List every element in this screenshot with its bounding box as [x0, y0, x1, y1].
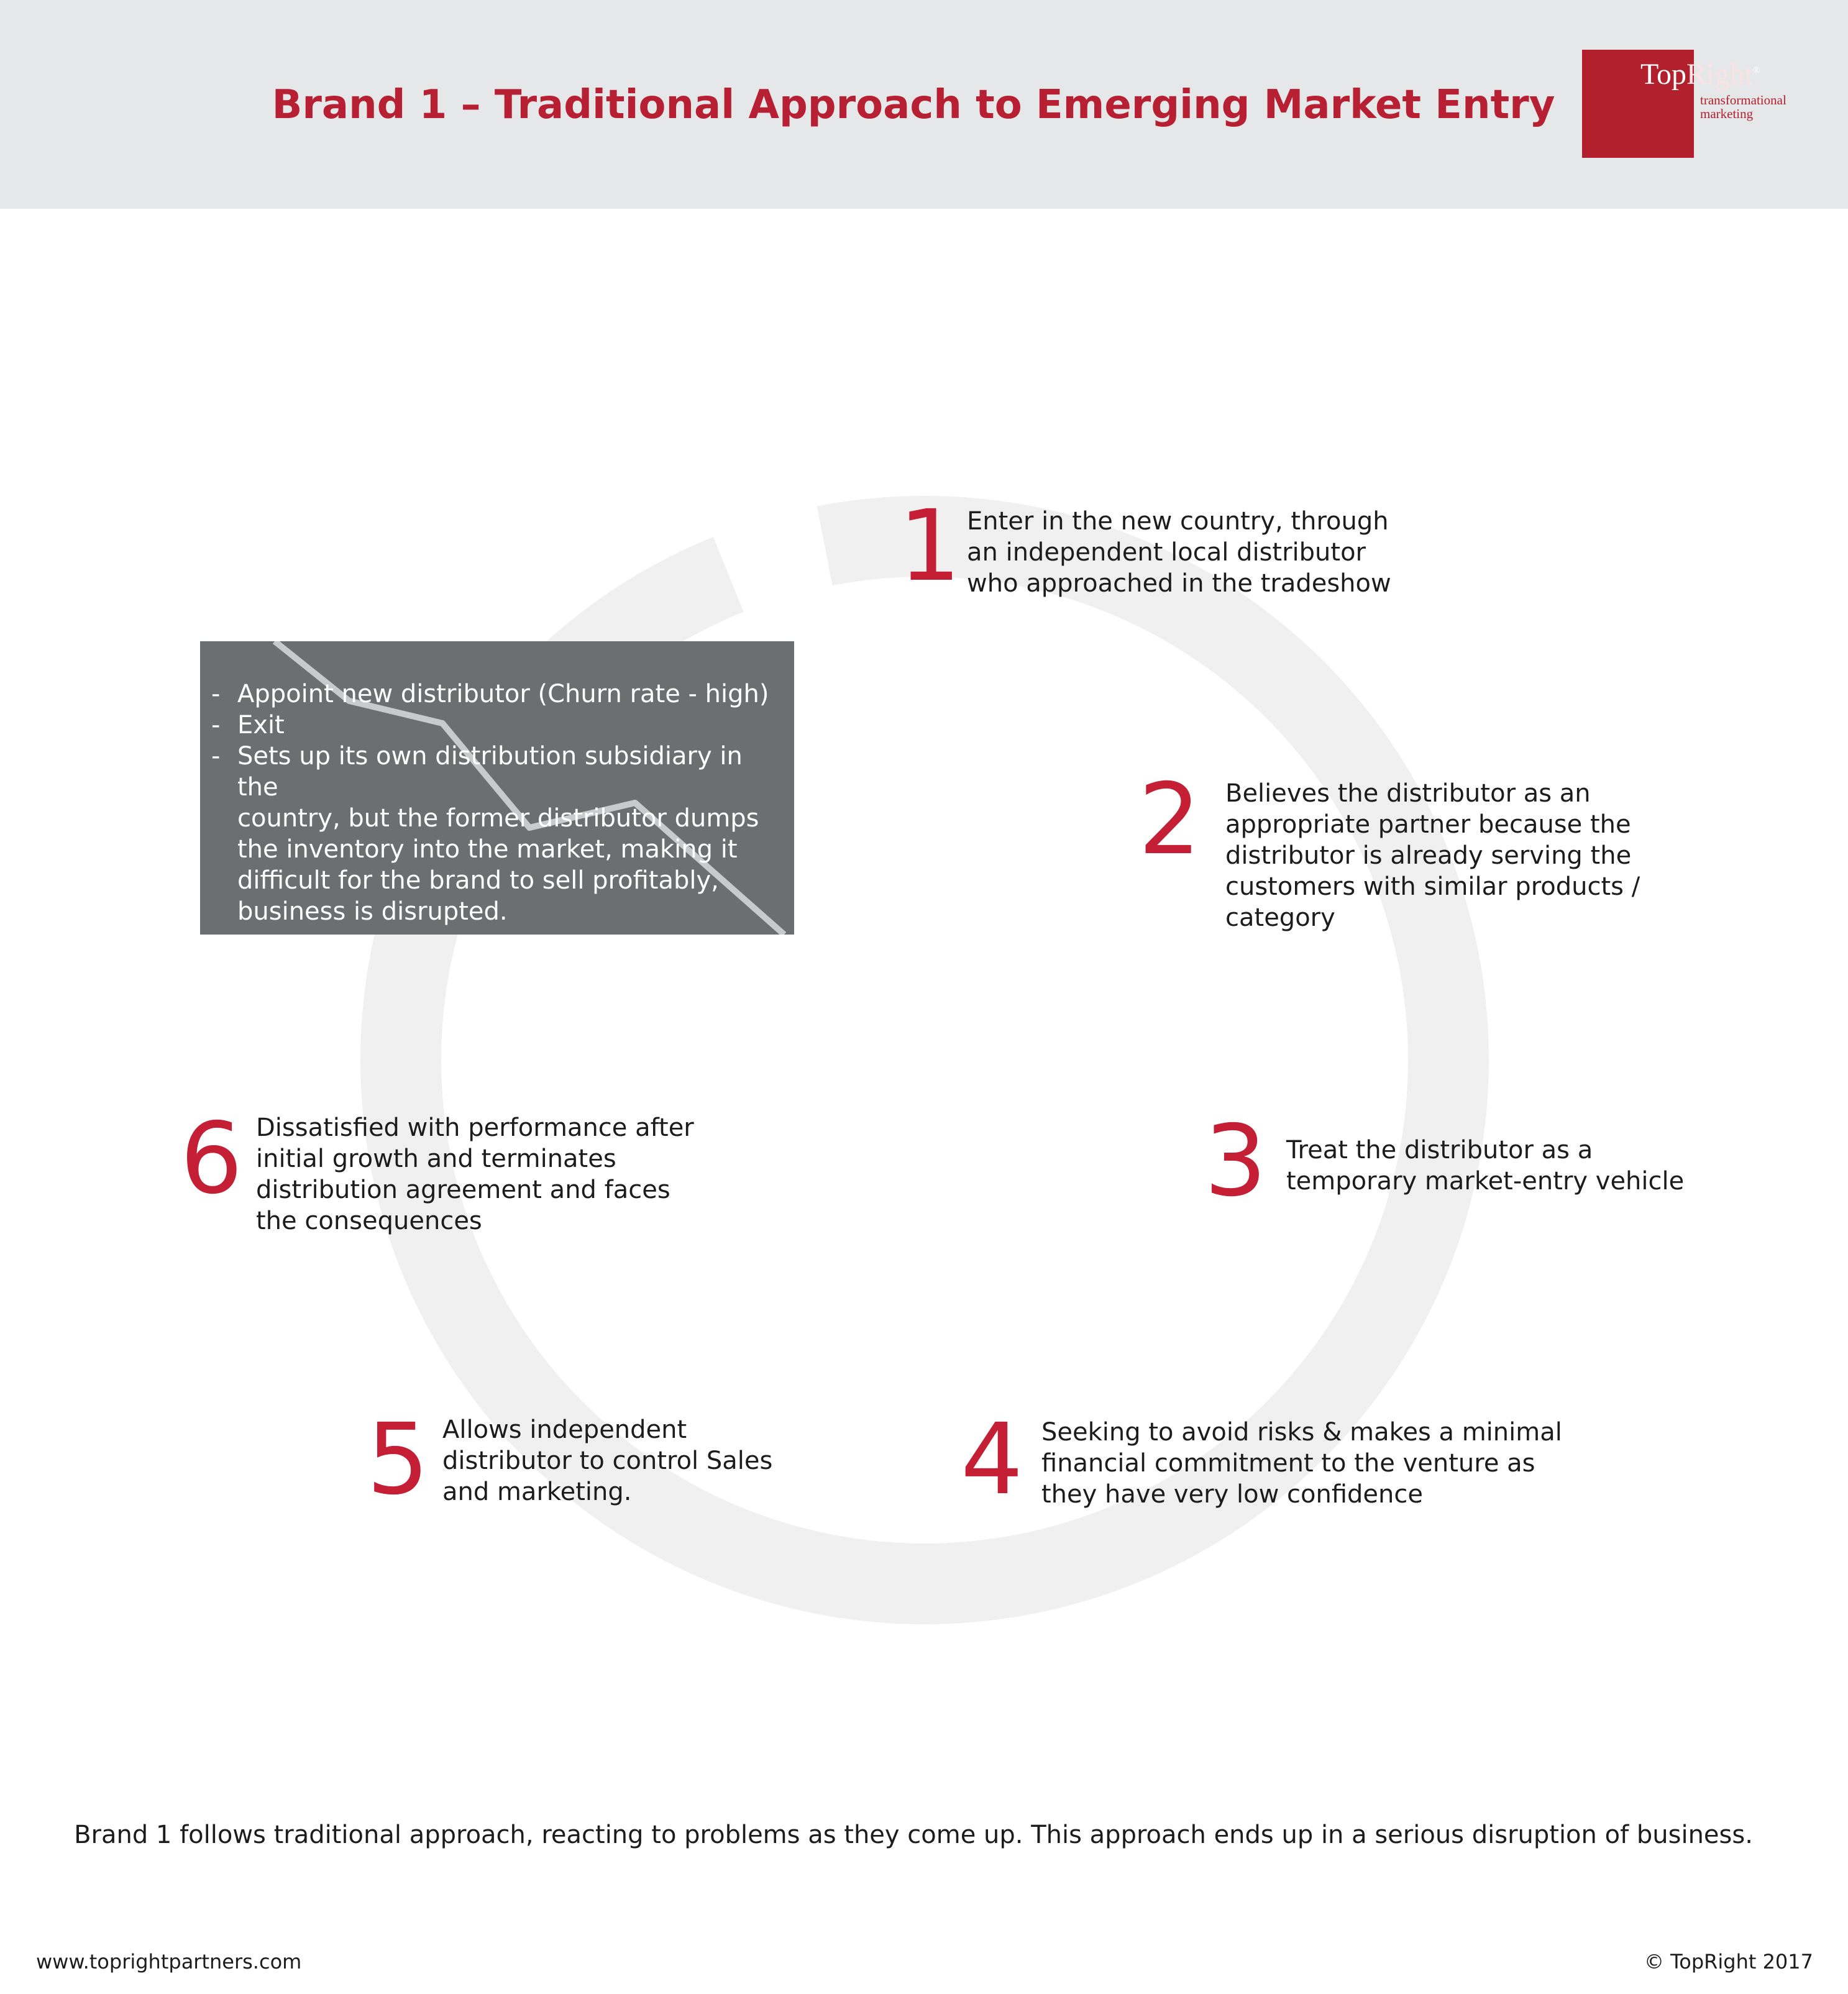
- step-1-line: who approached in the tradeshow: [967, 569, 1391, 598]
- logo-name-top: Top: [1640, 58, 1686, 91]
- step-2-line: distributor is already serving the: [1225, 841, 1632, 870]
- step-4-line: they have very low confidence: [1041, 1480, 1423, 1509]
- step-6-line: distribution agreement and faces: [256, 1176, 670, 1204]
- step-4-line: Seeking to avoid risks & makes a minimal: [1041, 1418, 1562, 1447]
- footer-copyright: © TopRight 2017: [1644, 1950, 1813, 1973]
- step-2-text: [1225, 778, 1640, 933]
- step-4-line: financial commitment to the venture as: [1041, 1449, 1535, 1478]
- step-6-line: Dissatisfied with performance after: [256, 1114, 694, 1142]
- step-3-line: temporary market-entry vehicle: [1286, 1167, 1685, 1196]
- step-2-line: category: [1225, 903, 1335, 932]
- outcome-line: difficult for the brand to sell profitably,: [237, 866, 719, 895]
- logo-name-right: Right: [1686, 58, 1753, 91]
- step-1-text: [967, 506, 1391, 599]
- step-4-number: 4: [961, 1402, 1023, 1517]
- step-3-text: [1286, 1135, 1684, 1197]
- step-5-text: [442, 1414, 772, 1507]
- step-1-line: an independent local distributor: [967, 538, 1366, 567]
- outcome-dash: -: [211, 742, 221, 771]
- outcome-dash: -: [211, 680, 221, 708]
- logo-registered-mark: ®: [1752, 65, 1760, 76]
- outcome-item-new-distributor: [211, 679, 783, 710]
- outcome-item-own-subsidiary: [211, 741, 783, 927]
- outcome-line: business is disrupted.: [237, 897, 508, 926]
- footer-website: www.toprightpartners.com: [36, 1950, 302, 1973]
- page-title: Brand 1 – Traditional Approach to Emerging Market Entry: [272, 82, 1555, 128]
- outcome-list: [211, 679, 783, 927]
- step-2-line: customers with similar products /: [1225, 872, 1640, 901]
- step-1-number: 1: [899, 489, 961, 603]
- outcome-line: Sets up its own distribution subsidiary in the: [237, 742, 743, 802]
- summary-text: Brand 1 follows traditional approach, reacting to problems as they come up. This approach ends up in a serious disruption of business.: [74, 1821, 1753, 1849]
- step-6-number: 6: [180, 1102, 243, 1216]
- step-5-line: Allows independent: [442, 1415, 687, 1444]
- step-2-line: Believes the distributor as an: [1225, 779, 1591, 808]
- outcome-box: [200, 641, 794, 935]
- step-3-line: Treat the distributor as a: [1286, 1136, 1593, 1164]
- step-5-line: distributor to control Sales: [442, 1447, 773, 1475]
- step-2-number: 2: [1138, 762, 1201, 877]
- outcome-dash: -: [211, 711, 221, 739]
- outcome-line: the inventory into the market, making it: [237, 835, 738, 864]
- step-1-line: Enter in the new country, through: [967, 507, 1389, 536]
- step-6-line: initial growth and terminates: [256, 1145, 616, 1173]
- step-4-text: [1041, 1417, 1562, 1510]
- outcome-item-exit: [211, 710, 783, 741]
- step-5-number: 5: [367, 1402, 429, 1517]
- outcome-line: Exit: [237, 711, 285, 739]
- outcome-line: Appoint new distributor (Churn rate - high): [237, 680, 769, 708]
- logo-tagline-line-2: marketing: [1700, 106, 1754, 121]
- step-6-text: [256, 1112, 694, 1237]
- logo-tagline-line-1: transformational: [1700, 93, 1786, 107]
- step-3-number: 3: [1204, 1104, 1267, 1219]
- step-6-line: the consequences: [256, 1207, 482, 1235]
- outcome-line: country, but the former distributor dumps: [237, 804, 759, 833]
- step-2-line: appropriate partner because the: [1225, 810, 1631, 839]
- step-5-line: and marketing.: [442, 1478, 632, 1506]
